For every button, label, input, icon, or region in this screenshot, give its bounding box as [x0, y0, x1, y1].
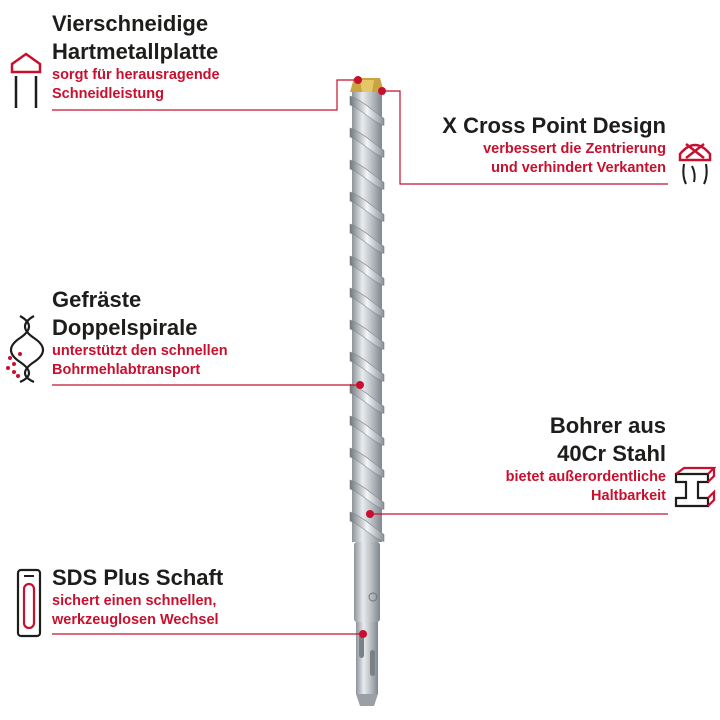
- feature-carbide: [52, 10, 220, 104]
- feature-title: X Cross Point Design: [442, 113, 666, 138]
- feature-xcross: [442, 112, 666, 178]
- feature-steel: [506, 412, 666, 506]
- feature-title: Bohrer aus: [549, 413, 666, 438]
- feature-sds: [52, 564, 223, 630]
- sds-shank-icon: [16, 568, 42, 638]
- drill-shank: [354, 542, 380, 622]
- double-spiral-icon: [4, 314, 48, 384]
- feature-title: Doppelspirale: [52, 315, 198, 340]
- feature-spiral: [52, 286, 228, 380]
- carbide-plate-icon: [8, 50, 44, 110]
- feature-title: Hartmetallplatte: [52, 39, 219, 64]
- feature-description: und verhindert Verkanten: [491, 160, 666, 176]
- feature-description: werkzeuglosen Wechsel: [52, 612, 219, 628]
- feature-description: unterstützt den schnellen: [52, 343, 228, 359]
- steel-beam-icon: [672, 466, 716, 514]
- x-cross-point-icon: [676, 136, 714, 186]
- feature-description: Bohrmehlabtransport: [52, 362, 201, 378]
- feature-title: SDS Plus Schaft: [52, 565, 224, 590]
- feature-description: verbessert die Zentrierung: [483, 141, 666, 157]
- drill-body: [350, 78, 384, 706]
- feature-description: Schneidleistung: [52, 86, 164, 102]
- feature-title: Gefräste: [52, 287, 142, 312]
- feature-description: sorgt für herausragende: [52, 67, 220, 83]
- feature-title: 40Cr Stahl: [557, 441, 666, 466]
- feature-description: Haltbarkeit: [591, 488, 666, 504]
- feature-description: sichert einen schnellen,: [52, 593, 217, 609]
- feature-description: bietet außerordentliche: [505, 469, 666, 485]
- feature-title: Vierschneidige: [52, 11, 209, 36]
